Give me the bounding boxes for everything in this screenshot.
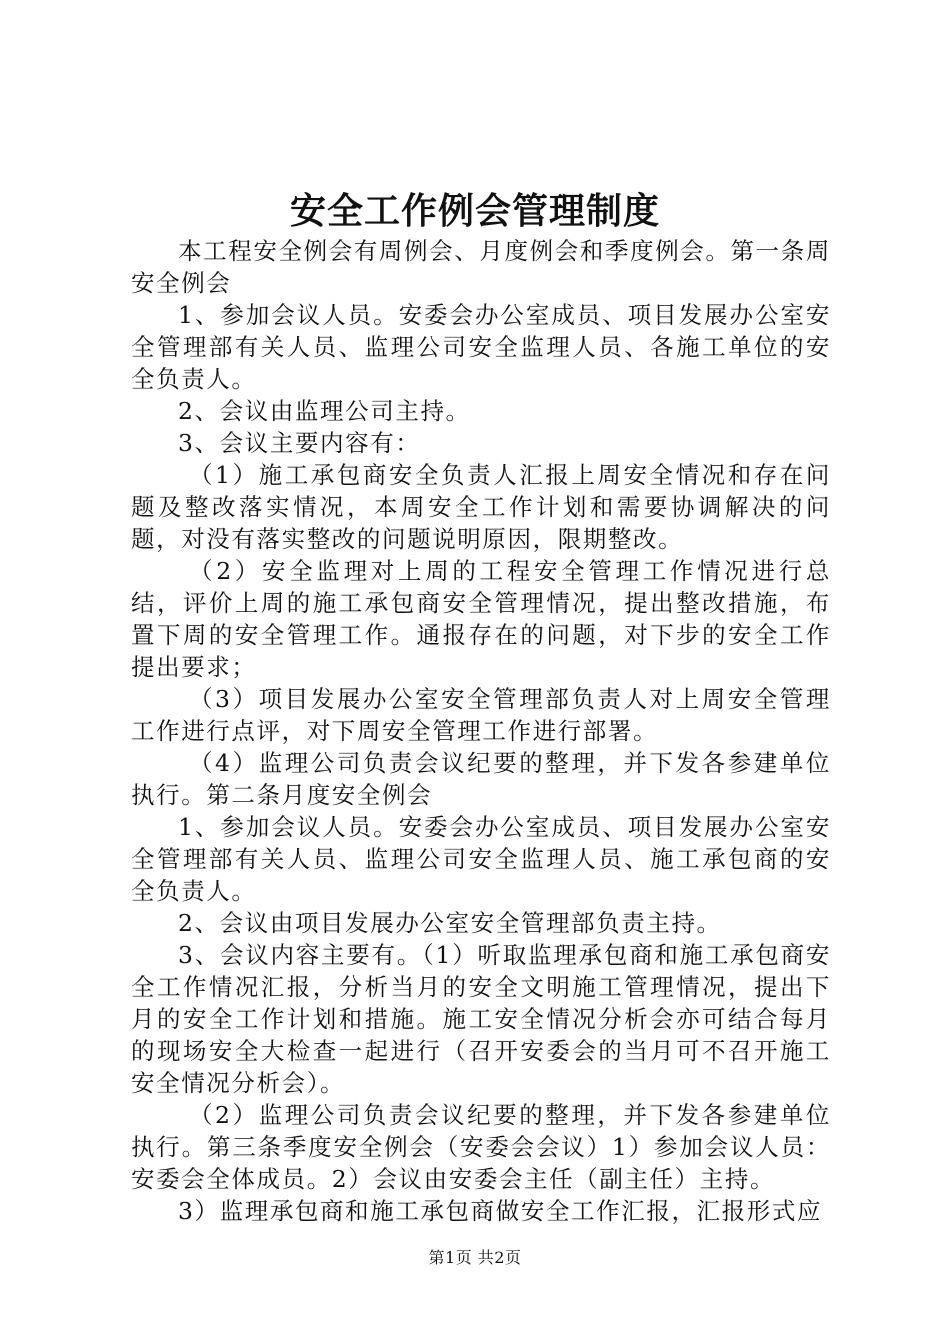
paragraph: 3、会议内容主要有。（1）听取监理承包商和施工承包商安全工作情况汇报，分析当月的安全文明施工管理情况，提出下月的安全工作计划和措施。施工安全情况分析会亦可结合每月的现场安全大检查一起进行（召开安委会的当月可不召开施工安全情况分析会）。: [131, 941, 831, 1097]
paragraph: 2、会议由监理公司主持。: [178, 397, 471, 425]
paragraph: （3）项目发展办公室安全管理部负责人对上周安全管理工作进行点评，对下周安全管理工作进行部署。: [131, 685, 831, 745]
paragraph: 1、参加会议人员。安委会办公室成员、项目发展办公室安全管理部有关人员、监理公司安全监理人员、施工承包商的安全负责人。: [131, 813, 831, 905]
paragraph: （2）安全监理对上周的工程安全管理工作情况进行总结，评价上周的施工承包商安全管理情况，提出整改措施，布置下周的安全管理工作。通报存在的问题，对下步的安全工作提出要求；: [131, 557, 831, 681]
page-number: 第1页 共2页: [428, 1248, 522, 1267]
paragraph: 本工程安全例会有周例会、月度例会和季度例会。第一条周安全例会: [131, 237, 831, 297]
paragraph: （1）施工承包商安全负责人汇报上周安全情况和存在问题及整改落实情况，本周安全工作计划和需要协调解决的问题，对没有落实整改的问题说明原因，限期整改。: [131, 461, 831, 553]
paragraph: （4）监理公司负责会议纪要的整理，并下发各参建单位执行。第二条月度安全例会: [131, 749, 831, 809]
document-body: [131, 235, 831, 1227]
paragraph: 3）监理承包商和施工承包商做安全工作汇报，汇报形式应: [178, 1197, 823, 1225]
document-title: 安全工作例会管理制度: [289, 191, 660, 232]
paragraph: （2）监理公司负责会议纪要的整理，并下发各参建单位执行。第三条季度安全例会（安委会会议）1）参加会议人员：安委会全体成员。2）会议由安委会主任（副主任）主持。: [131, 1101, 831, 1193]
paragraph: 3、会议主要内容有：: [178, 429, 421, 457]
paragraph: 1、参加会议人员。安委会办公室成员、项目发展办公室安全管理部有关人员、监理公司安全监理人员、各施工单位的安全负责人。: [131, 301, 831, 393]
paragraph: 2、会议由项目发展办公室安全管理部负责主持。: [178, 909, 722, 937]
